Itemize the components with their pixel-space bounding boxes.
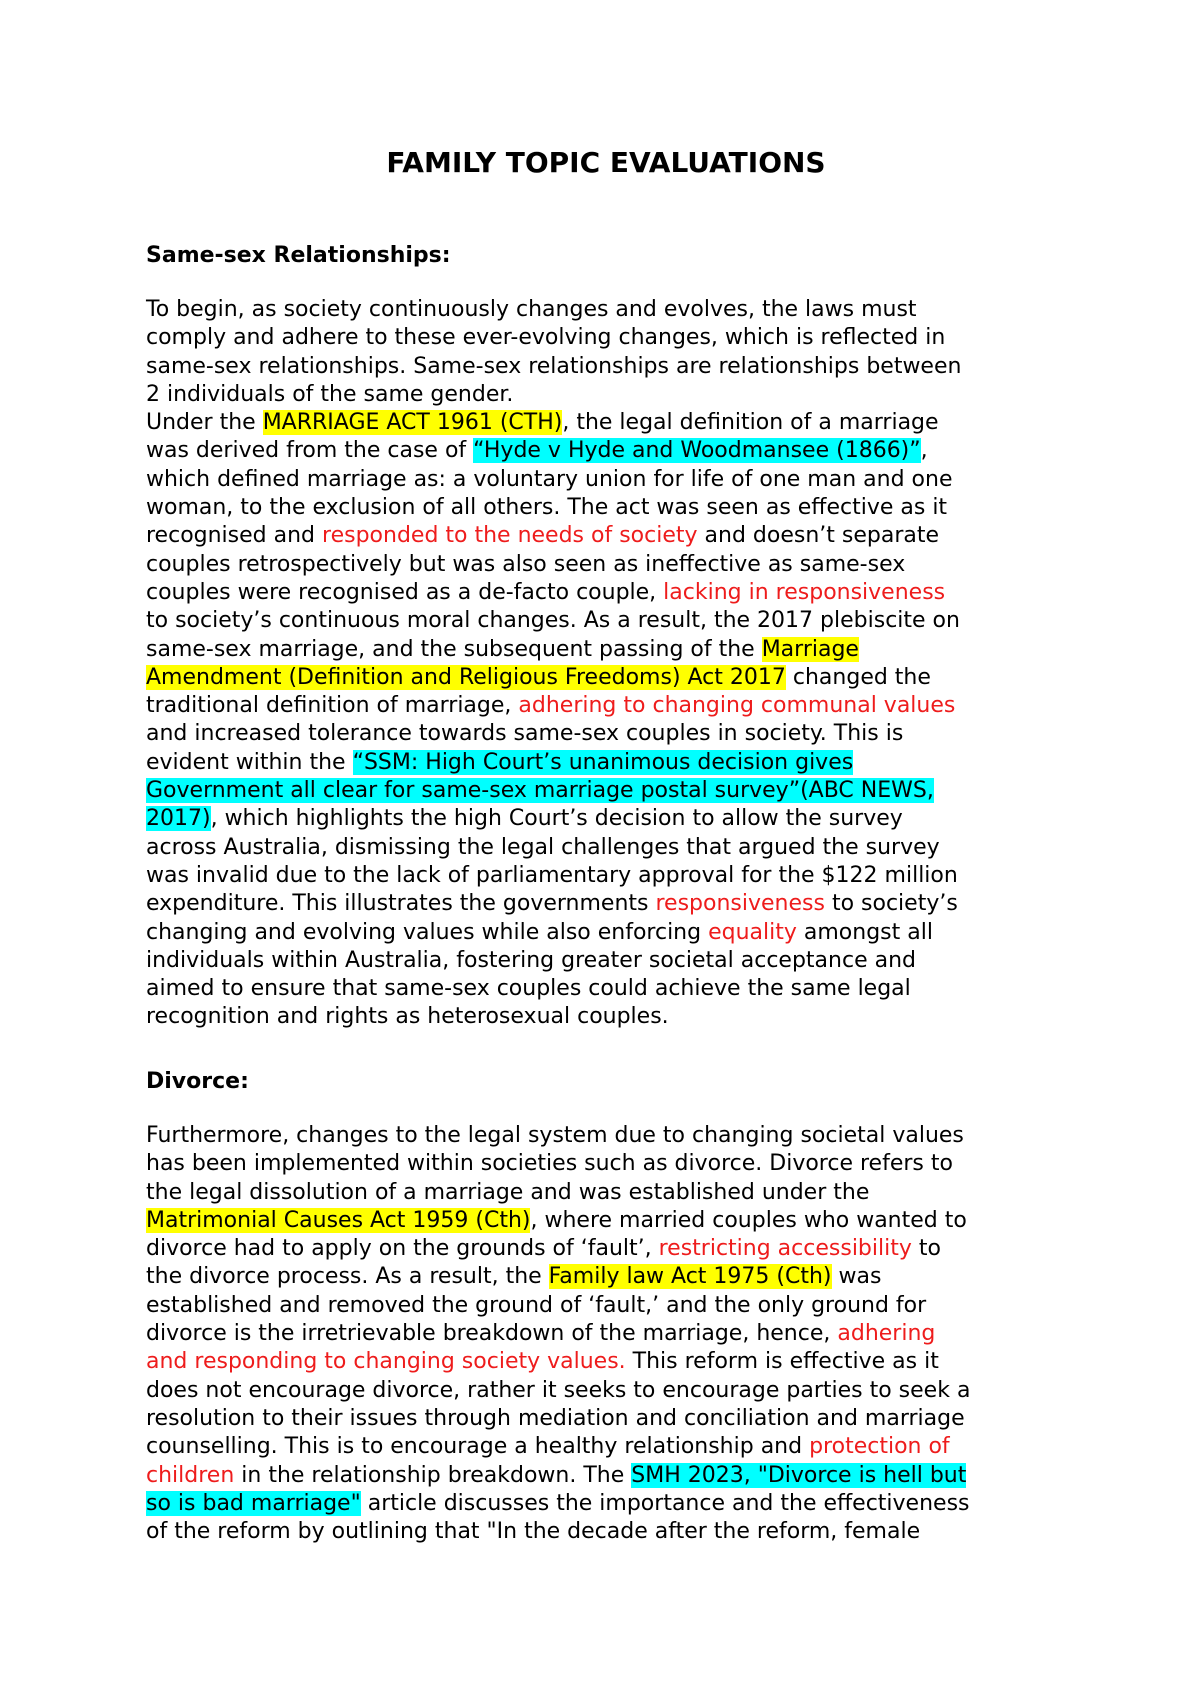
body-text: To begin, as society continuously changes and evolves, the laws must comply and adhere to these ever-evolving changes, which is reflected in same-sex relationships. Same-sex relationships are relationships between 2 individuals of the same gender. Under the [146,297,962,436]
emphasis-text: restricting accessibility [658,1236,912,1262]
highlighted-source: “Hyde v Hyde and Woodmansee (1866)” [473,438,921,464]
body-text: to society’s changing and evolving values while also enforcing [146,891,958,945]
body-text: , which defined marriage as: a voluntary union for life of one man and one woman, to the exclusion of all others. The act was seen as effective as it recognised and [146,438,953,549]
section-heading-divorce: Divorce: [146,1069,249,1094]
emphasis-text: adhering to changing communal values [518,693,956,719]
body-text: was established and removed the ground of ‘fault,’ and the only ground for divorce is the irretrievable breakdown of the marriage, hence, [146,1264,927,1347]
highlighted-source: “SSM: High Court’s unanimous decision gives Government all clear for same-sex marriage postal survey”(ABC NEWS, 2017) [146,749,934,832]
body-text: Furthermore, changes to the legal system due to changing societal values has been implemented within societies such as divorce. Divorce refers to the legal dissolution of a marriage and was established under the [146,1123,964,1205]
body-text: changed the traditional definition of marriage, [146,664,931,719]
highlighted-citation: Marriage Amendment (Definition and Religious Freedoms) Act 2017 [146,636,859,690]
body-text: , the legal definition of a marriage was derived from the case of [146,410,939,464]
highlighted-citation: Matrimonial Causes Act 1959 (Cth) [146,1207,531,1233]
document-title: FAMILY TOPIC EVALUATIONS [386,146,826,179]
emphasis-text: adhering and responding to changing society values. [146,1321,936,1375]
emphasis-text: responsiveness [655,891,825,917]
body-text: and doesn’t separate couples retrospectively but was also seen as ineffective as same-sex couples were recognised as a de-facto couple, [146,523,940,605]
highlighted-citation: Family law Act 1975 (Cth) [548,1264,832,1290]
section-body-divorce [146,1122,1066,1546]
emphasis-text: responded to the needs of society [322,523,698,549]
emphasis-text: equality [708,919,797,945]
highlighted-citation: MARRIAGE ACT 1961 (CTH) [262,410,563,436]
body-text: to the divorce process. As a result, the [146,1236,941,1290]
body-text: , where married couples who wanted to divorce had to apply on the grounds of ‘fault’, [146,1207,967,1262]
emphasis-text: lacking in responsiveness [663,579,946,605]
body-text: in the relationship breakdown. The [234,1462,632,1488]
body-text: , which highlights the high Court’s decision to allow the survey across Australia, dismissing the legal challenges that argued the survey was invalid due to the lack of parliamentary approval for the $122 million expenditure. This illustrates the governments [146,806,958,917]
section-body-same-sex [146,296,1066,1032]
body-text: article discusses the importance and the effectiveness of the reform by outlining that "In the decade after the reform, female [146,1490,970,1545]
body-text: This reform is effective as it does not encourage divorce, rather it seeks to encourage parties to seek a resolution to their issues through mediation and conciliation and marriage counselling. This is to encourage a healthy relationship and [146,1349,971,1460]
body-text: to society’s continuous moral changes. As a result, the 2017 plebiscite on same-sex marriage, and the subsequent passing of the [146,608,960,662]
body-text: amongst all individuals within Australia, fostering greater societal acceptance and aimed to ensure that same-sex couples could achieve the same legal recognition and rights as heterosexual couples. [146,919,933,1030]
body-text: and increased tolerance towards same-sex couples in society. This is evident within the [146,721,904,775]
highlighted-source: SMH 2023, "Divorce is hell but so is bad marriage" [146,1462,967,1516]
emphasis-text: protection of children [146,1434,950,1488]
section-heading-same-sex: Same-sex Relationships: [146,243,451,268]
